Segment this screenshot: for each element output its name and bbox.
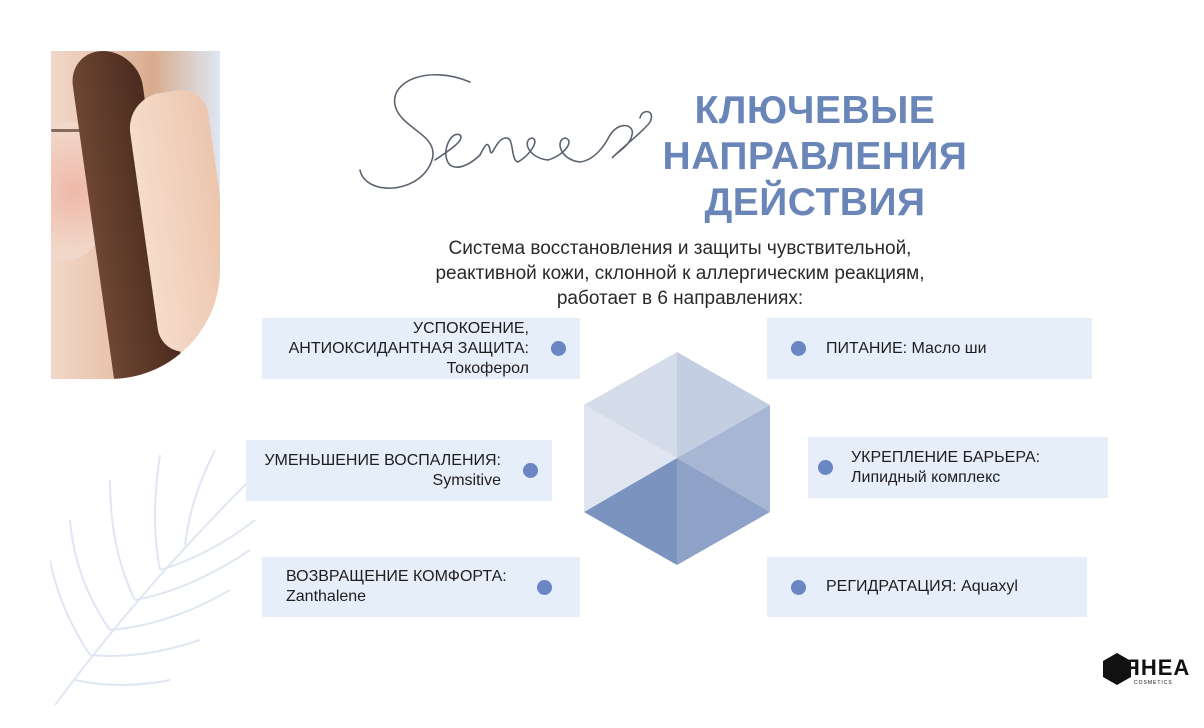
direction-nutrition <box>767 318 1092 379</box>
page-title <box>655 88 975 226</box>
subtitle <box>360 236 1000 311</box>
direction-rehydration <box>767 557 1087 617</box>
direction-calming-line-2: АНТИОКСИДАНТНАЯ ЗАЩИТА: <box>288 339 529 357</box>
direction-comfort <box>262 557 580 617</box>
bullet-dot <box>791 580 806 595</box>
subtitle-line-1: Система восстановления и защиты чувствительной, <box>448 238 912 259</box>
bullet-dot <box>537 580 552 595</box>
direction-nutrition-line-1: ПИТАНИЕ: Масло ши <box>826 339 987 357</box>
bullet-dot <box>551 341 566 356</box>
brand-subtitle: COSMETICS <box>1134 680 1173 686</box>
subtitle-line-3: работает в 6 направлениях: <box>556 288 804 309</box>
brand-name: ЯHEA <box>1124 655 1191 680</box>
bullet-dot <box>818 460 833 475</box>
title-line-3: ДЕЙСТВИЯ <box>704 181 926 224</box>
hexagon-cube-graphic <box>582 350 772 565</box>
title-line-2: НАПРАВЛЕНИЯ <box>662 135 968 178</box>
direction-inflammation-line-2: Symsitive <box>432 471 501 489</box>
bullet-dot <box>791 341 806 356</box>
direction-calming <box>262 318 580 379</box>
direction-inflammation-line-1: УМЕНЬШЕНИЕ ВОСПАЛЕНИЯ: <box>264 451 501 469</box>
sense-script-logo <box>350 60 670 210</box>
palm-leaf-decoration <box>50 440 260 710</box>
direction-comfort-line-2: Zanthalene <box>286 588 367 605</box>
direction-barrier-line-1: УКРЕПЛЕНИЕ БАРЬЕРА: <box>851 448 1041 466</box>
direction-calming-line-3: Токоферол <box>446 359 529 377</box>
bullet-dot <box>523 463 538 478</box>
direction-barrier <box>808 437 1108 498</box>
face-photo <box>51 51 220 379</box>
direction-inflammation <box>246 440 552 501</box>
subtitle-line-2: реактивной кожи, склонной к аллергическим реакциям, <box>435 263 925 284</box>
direction-comfort-line-1: ВОЗВРАЩЕНИЕ КОМФОРТА: <box>286 568 507 585</box>
title-line-1: КЛЮЧЕВЫЕ <box>694 89 936 132</box>
direction-barrier-line-2: Липидный комплекс <box>851 468 1001 486</box>
direction-rehydration-line-1: РЕГИДРАТАЦИЯ: Aquaxyl <box>826 578 1018 595</box>
script-logo-text: Sense <box>350 60 353 61</box>
direction-calming-line-1: УСПОКОЕНИЕ, <box>412 319 529 337</box>
